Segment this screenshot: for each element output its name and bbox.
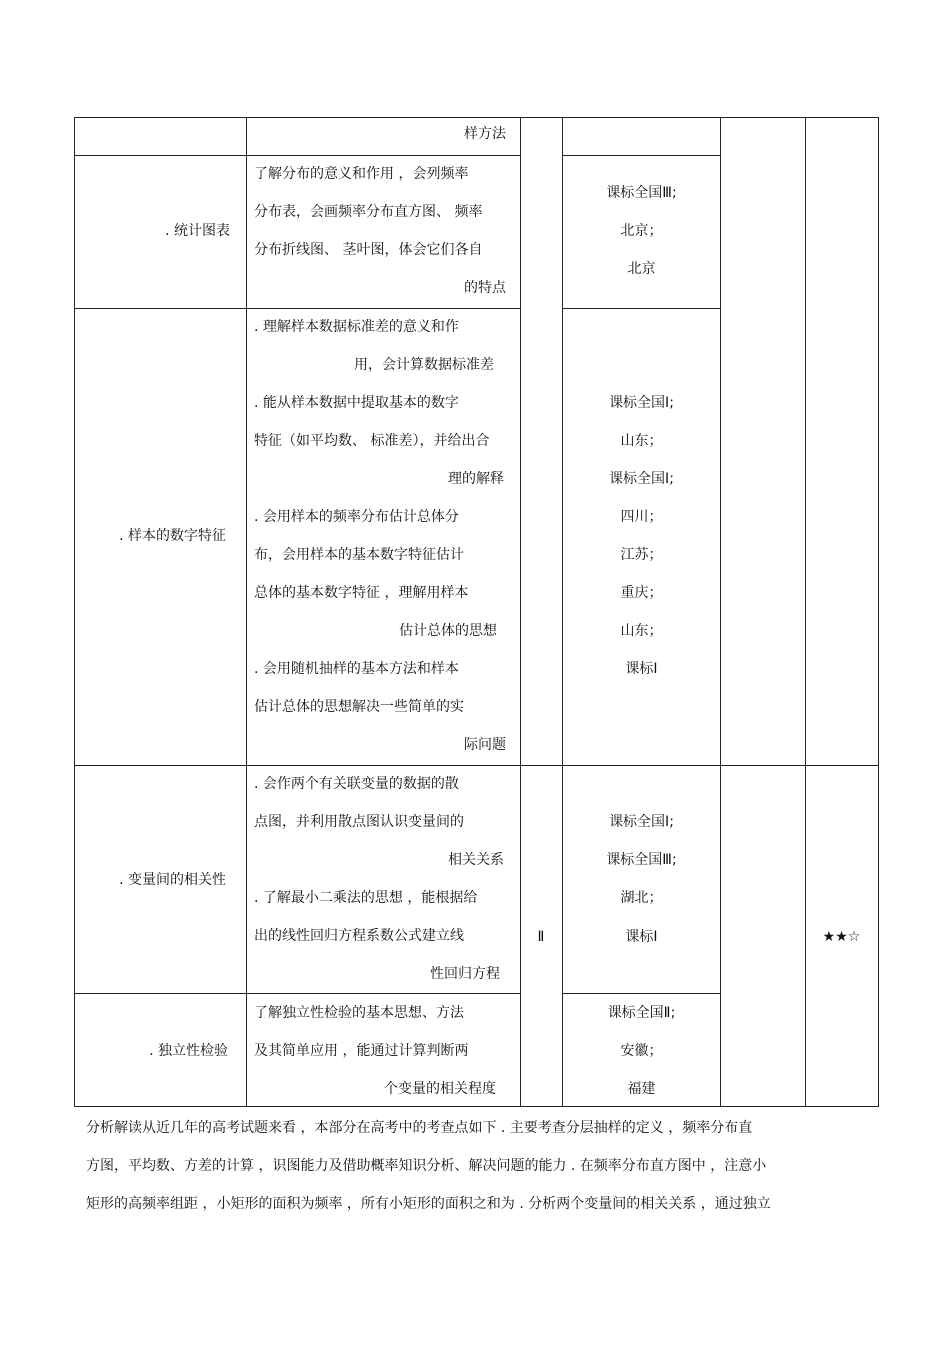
requirement-line: 了解独立性检验的基本思想、方法 [254,1005,464,1021]
exam-source: 北京 [627,261,656,277]
requirement-line: 了解分布的意义和作用 ，会列频率 [254,166,469,182]
exam-source: 安徽； [620,1043,663,1059]
exam-source: 课标全国Ⅲ; [606,185,677,201]
difficulty-stars: ★★☆ [822,929,861,945]
requirement-line: . 会用样本的频率分布估计总体分 [254,509,459,525]
exam-source: 课标Ⅰ [625,661,658,677]
requirement-line: . 能从样本数据中提取基本的数字 [254,395,459,411]
requirement-line: 用，会计算数据标准差 [354,357,494,373]
exam-source: 江苏； [620,547,663,563]
topic-label: . 样本的数字特征 [119,528,226,544]
requirement-line: 样方法 [464,126,506,142]
requirement-line: . 理解样本数据标准差的意义和作 [254,319,459,335]
requirement-line: 布，会用样本的基本数字特征估计 [254,547,464,563]
requirement-line: 出的线性回归方程系数公式建立线 [254,928,464,944]
exam-source: 课标全国Ⅰ; [609,814,674,830]
col-divider [74,117,75,1107]
requirement-line: 分布折线图、 茎叶图，体会它们各自 [254,242,483,258]
col-divider [246,117,247,1107]
exam-source: 课标全国Ⅲ; [606,852,677,868]
col-divider [805,117,806,1107]
topic-label: . 变量间的相关性 [119,872,226,888]
exam-source: 课标全国Ⅰ; [609,471,674,487]
exam-source: 福建 [627,1081,656,1097]
row-divider [563,155,720,156]
row-divider [74,993,520,994]
exam-source: 课标全国Ⅰ; [609,395,674,411]
requirement-line: 分布表，会画频率分布直方图、 频率 [254,204,483,220]
analysis-line: 矩形的高频率组距 ，小矩形的面积为频率 ，所有小矩形的面积之和为 . 分析两个变量间的相关关系 ，通过独立 [86,1196,771,1212]
requirement-line: 个变量的相关程度 [384,1081,496,1097]
row-divider [74,155,520,156]
row-divider [563,993,720,994]
exam-source: 山东； [620,623,663,639]
requirement-line: 及其简单应用 ，能通过计算判断两 [254,1043,469,1059]
requirement-line: . 会用随机抽样的基本方法和样本 [254,661,459,677]
exam-source: 课标Ⅰ [625,929,658,945]
level-value: Ⅱ [537,929,545,945]
exam-source: 课标全国Ⅱ; [607,1005,676,1021]
requirement-line: 的特点 [464,280,506,296]
analysis-line: 分析解读从近几年的高考试题来看 ，本部分在高考中的考查点如下 . 主要考查分层抽样的定义 ，频率分布直 [86,1120,753,1136]
requirement-line: . 会作两个有关联变量的数据的散 [254,776,459,792]
requirement-line: 特征（如平均数、 标准差），并给出合 [254,433,490,449]
requirement-line: 相关关系 [448,852,504,868]
row-divider [74,308,520,309]
exam-source: 四川； [620,509,663,525]
exam-source: 湖北； [620,890,663,906]
table-bottom-border [74,1106,879,1107]
requirement-line: 性回归方程 [430,966,500,982]
requirement-line: 点图，并利用散点图认识变量间的 [254,814,464,830]
topic-label: . 独立性检验 [149,1043,228,1059]
row-divider [74,765,879,766]
requirement-line: 估计总体的思想 [399,623,497,639]
exam-source: 山东； [620,433,663,449]
requirement-line: 际问题 [464,737,506,753]
table-right-border [878,117,879,1107]
requirement-line: . 了解最小二乘法的思想 ，能根据给 [254,890,478,906]
col-divider [720,117,721,1107]
topic-label: . 统计图表 [165,223,230,239]
requirement-line: 估计总体的思想解决一些简单的实 [254,699,464,715]
exam-source: 北京； [620,223,663,239]
requirement-line: 理的解释 [448,471,504,487]
analysis-line: 方图，平均数、方差的计算 ，识图能力及借助概率知识分析、解决问题的能力 . 在频率分布直方图中 ，注意小 [86,1158,767,1174]
col-divider [520,117,521,1107]
exam-source: 重庆； [620,585,663,601]
table-top-border [74,117,879,118]
requirement-line: 总体的基本数字特征 ，理解用样本 [254,585,469,601]
row-divider [563,308,720,309]
